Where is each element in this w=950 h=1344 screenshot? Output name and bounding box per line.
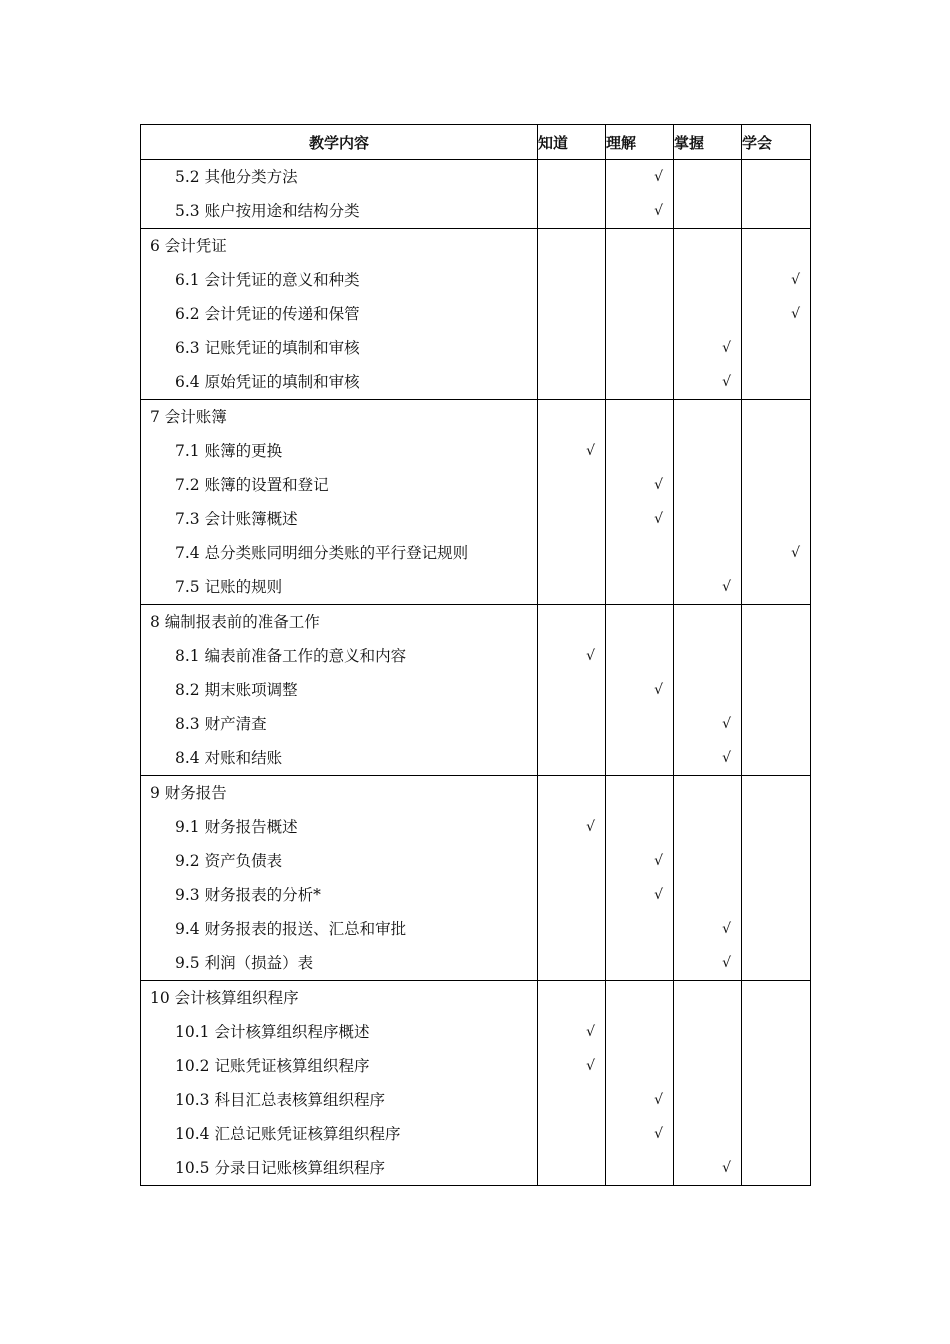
check-mark: √ <box>586 443 595 459</box>
content-cell <box>141 776 538 981</box>
level-cell-master <box>674 400 742 605</box>
topic-item: 8.3 财产清查 <box>175 715 267 733</box>
group-row <box>141 605 811 776</box>
topic-item: 6.4 原始凭证的填制和审核 <box>175 373 360 391</box>
content-cell <box>141 981 538 1186</box>
section-title: 6 会计凭证 <box>150 237 227 255</box>
topic-item: 8.2 期末账项调整 <box>175 681 298 699</box>
check-mark: √ <box>722 340 731 356</box>
level-cell-understand <box>606 776 674 981</box>
table-body <box>141 160 811 1186</box>
topic-item: 6.3 记账凭证的填制和审核 <box>175 339 360 357</box>
check-mark: √ <box>654 511 663 527</box>
level-cell-know <box>538 981 606 1186</box>
group-row <box>141 400 811 605</box>
check-mark: √ <box>654 1092 663 1108</box>
topic-item: 7.4 总分类账同明细分类账的平行登记规则 <box>175 544 469 562</box>
check-mark: √ <box>586 1024 595 1040</box>
level-cell-understand <box>606 229 674 400</box>
topic-item: 10.5 分录日记账核算组织程序 <box>175 1159 385 1177</box>
header-master: 掌握 <box>674 125 742 160</box>
header-learn: 学会 <box>742 125 811 160</box>
header-understand: 理解 <box>606 125 674 160</box>
level-cell-know <box>538 605 606 776</box>
content-cell <box>141 229 538 400</box>
level-cell-know <box>538 229 606 400</box>
topic-item: 7.5 记账的规则 <box>175 578 283 596</box>
topic-item: 10.2 记账凭证核算组织程序 <box>175 1057 370 1075</box>
check-mark: √ <box>654 682 663 698</box>
check-mark: √ <box>722 1160 731 1176</box>
check-mark: √ <box>722 579 731 595</box>
topic-item: 9.2 资产负债表 <box>175 852 283 870</box>
level-cell-learn <box>742 776 811 981</box>
content-cell <box>141 160 538 229</box>
level-cell-know <box>538 400 606 605</box>
level-cell-master <box>674 229 742 400</box>
level-cell-master <box>674 605 742 776</box>
check-mark: √ <box>791 545 800 561</box>
check-mark: √ <box>722 750 731 766</box>
level-cell-master <box>674 160 742 229</box>
group-row <box>141 981 811 1186</box>
level-cell-master <box>674 776 742 981</box>
section-title: 7 会计账簿 <box>150 408 227 426</box>
level-cell-know <box>538 776 606 981</box>
topic-item: 8.1 编表前准备工作的意义和内容 <box>175 647 407 665</box>
topic-item: 6.1 会计凭证的意义和种类 <box>175 271 360 289</box>
level-cell-understand <box>606 981 674 1186</box>
check-mark: √ <box>722 955 731 971</box>
topic-item: 7.2 账簿的设置和登记 <box>175 476 329 494</box>
check-mark: √ <box>722 921 731 937</box>
content-cell <box>141 605 538 776</box>
check-mark: √ <box>654 887 663 903</box>
header-know: 知道 <box>538 125 606 160</box>
level-cell-understand <box>606 605 674 776</box>
level-cell-learn <box>742 160 811 229</box>
level-cell-learn <box>742 400 811 605</box>
check-mark: √ <box>654 853 663 869</box>
topic-item: 10.4 汇总记账凭证核算组织程序 <box>175 1125 401 1143</box>
topic-item: 7.3 会计账簿概述 <box>175 510 298 528</box>
check-mark: √ <box>791 306 800 322</box>
topic-item: 9.4 财务报表的报送、汇总和审批 <box>175 920 407 938</box>
topic-item: 6.2 会计凭证的传递和保管 <box>175 305 360 323</box>
check-mark: √ <box>791 272 800 288</box>
check-mark: √ <box>654 169 663 185</box>
topic-item: 10.1 会计核算组织程序概述 <box>175 1023 370 1041</box>
section-title: 8 编制报表前的准备工作 <box>150 613 320 631</box>
level-cell-learn <box>742 229 811 400</box>
level-cell-learn <box>742 605 811 776</box>
check-mark: √ <box>654 477 663 493</box>
syllabus-table <box>140 124 811 1186</box>
group-row <box>141 160 811 229</box>
topic-item: 5.3 账户按用途和结构分类 <box>175 202 360 220</box>
level-cell-understand <box>606 160 674 229</box>
topic-item: 7.1 账簿的更换 <box>175 442 283 460</box>
check-mark: √ <box>654 1126 663 1142</box>
check-mark: √ <box>586 648 595 664</box>
header-row <box>141 125 811 160</box>
topic-item: 8.4 对账和结账 <box>175 749 283 767</box>
content-cell <box>141 400 538 605</box>
group-row <box>141 229 811 400</box>
check-mark: √ <box>722 374 731 390</box>
topic-item: 9.1 财务报告概述 <box>175 818 298 836</box>
header-teaching-content: 教学内容 <box>141 125 538 160</box>
section-title: 10 会计核算组织程序 <box>150 989 299 1007</box>
level-cell-master <box>674 981 742 1186</box>
check-mark: √ <box>654 203 663 219</box>
check-mark: √ <box>722 716 731 732</box>
topic-item: 5.2 其他分类方法 <box>175 168 298 186</box>
group-row <box>141 776 811 981</box>
level-cell-learn <box>742 981 811 1186</box>
topic-item: 9.3 财务报表的分析* <box>175 886 321 904</box>
check-mark: √ <box>586 819 595 835</box>
level-cell-understand <box>606 400 674 605</box>
topic-item: 9.5 利润（损益）表 <box>175 954 314 972</box>
topic-item: 10.3 科目汇总表核算组织程序 <box>175 1091 385 1109</box>
section-title: 9 财务报告 <box>150 784 227 802</box>
check-mark: √ <box>586 1058 595 1074</box>
level-cell-know <box>538 160 606 229</box>
